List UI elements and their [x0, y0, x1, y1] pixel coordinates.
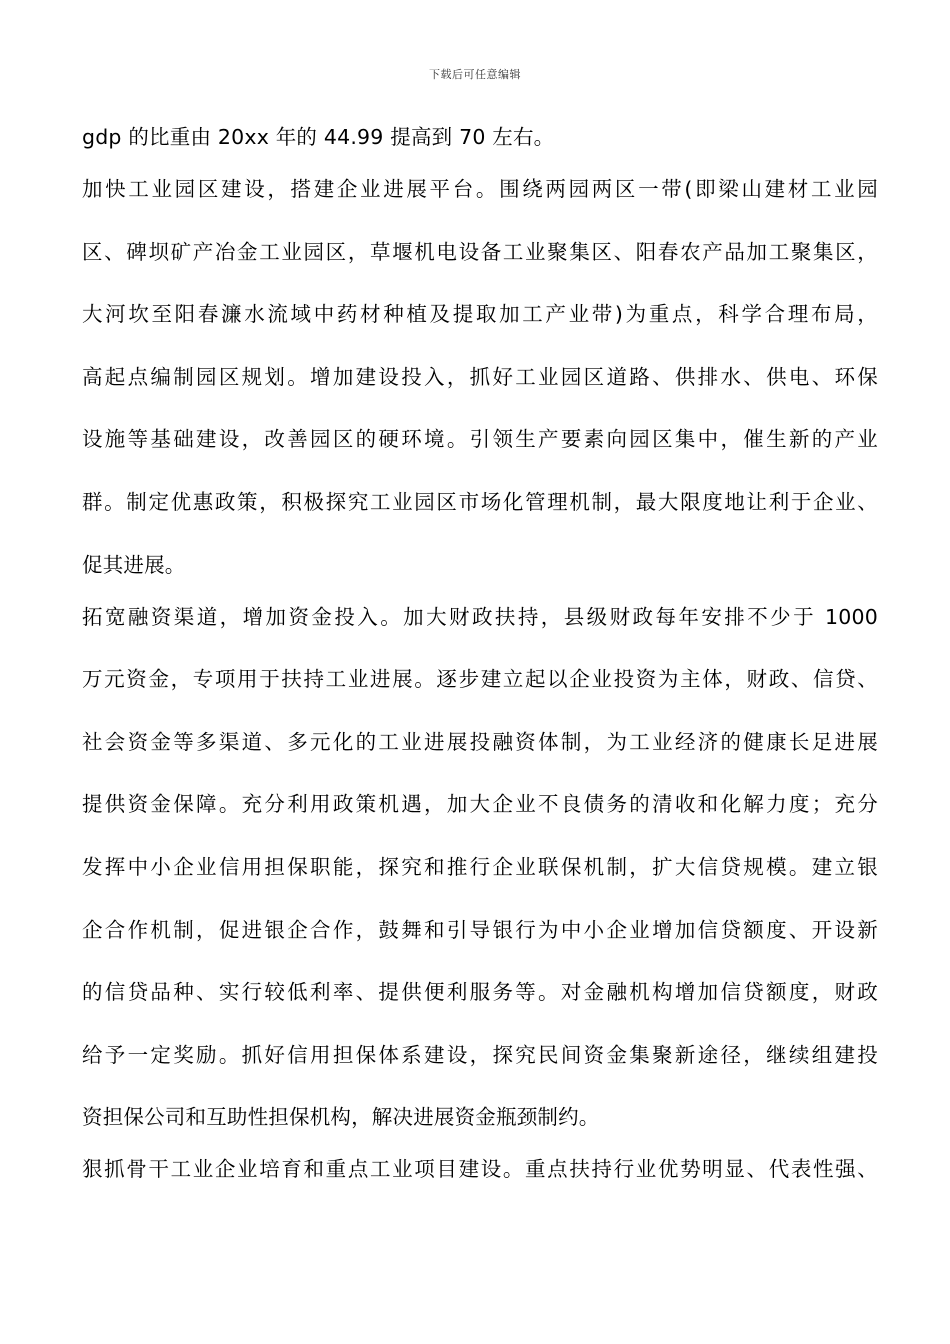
text-line: gdp 的比重由 20xx 年的 44.99 提高到 70 左右。 [82, 125, 555, 149]
text-line: 提供资金保障。充分利用政策机遇，加大企业不良债务的清收和化解力度；充分 [82, 792, 878, 817]
text-line: 拓宽融资渠道，增加资金投入。加大财政扶持，县级财政每年安排不少于 1000 [82, 604, 878, 629]
text-line: 大河坎至阳春濂水流域中药材种植及提取加工产业带)为重点，科学合理布局， [82, 302, 878, 327]
text-line: 区、碑坝矿产冶金工业园区，草堰机电设备工业聚集区、阳春农产品加工聚集区， [82, 239, 878, 264]
text-line: 的信贷品种、实行较低利率、提供便利服务等。对金融机构增加信贷额度，财政 [82, 980, 878, 1005]
text-line: 企合作机制，促进银企合作，鼓舞和引导银行为中小企业增加信贷额度、开设新 [82, 917, 878, 942]
text-line: 万元资金，专项用于扶持工业进展。逐步建立起以企业投资为主体，财政、信贷、 [82, 667, 878, 692]
text-line: 狠抓骨干工业企业培育和重点工业项目建设。重点扶持行业优势明显、代表性强、 [82, 1157, 878, 1182]
text-line: 群。制定优惠政策，积极探究工业园区市场化管理机制，最大限度地让利于企业、 [82, 489, 878, 514]
text-line: 加快工业园区建设，搭建企业进展平台。围绕两园两区一带(即梁山建材工业园 [82, 177, 878, 201]
text-line: 促其进展。 [82, 552, 186, 577]
header-note: 下载后可任意编辑 [429, 68, 521, 81]
text-line: 资担保公司和互助性担保机构，解决进展资金瓶颈制约。 [82, 1105, 600, 1130]
text-line: 发挥中小企业信用担保职能，探究和推行企业联保机制，扩大信贷规模。建立银 [82, 854, 878, 879]
body-text [82, 119, 882, 1214]
text-line: 高起点编制园区规划。增加建设投入，抓好工业园区道路、供排水、供电、环保 [82, 364, 878, 389]
text-line: 社会资金等多渠道、多元化的工业进展投融资体制，为工业经济的健康长足进展 [82, 729, 878, 754]
text-line: 设施等基础建设，改善园区的硬环境。引领生产要素向园区集中，催生新的产业 [82, 427, 878, 452]
text-line: 给予一定奖励。抓好信用担保体系建设，探究民间资金集聚新途径，继续组建投 [82, 1042, 878, 1067]
